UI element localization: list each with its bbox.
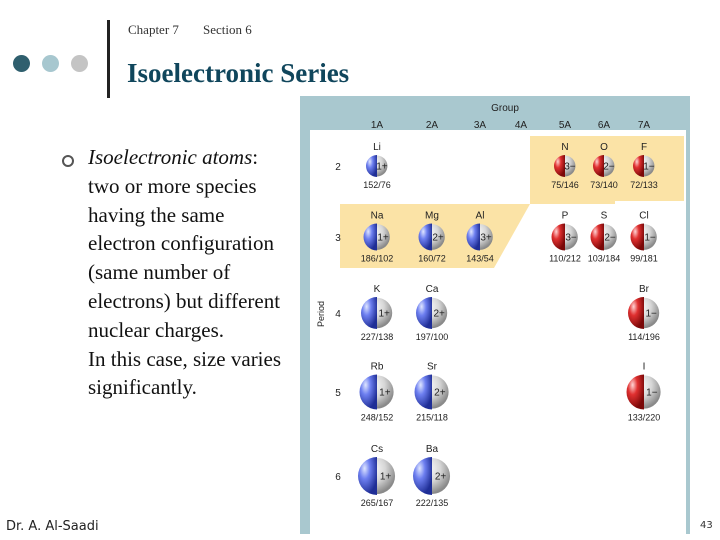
element-symbol: K — [373, 284, 381, 295]
element-symbol: S — [600, 210, 608, 222]
ion-charge: 1− — [645, 308, 657, 320]
group-label: 5A — [558, 120, 572, 131]
ion-charge: 1+ — [379, 471, 392, 483]
decor-dot-1 — [13, 55, 30, 72]
size-label: 110/212 — [549, 253, 581, 264]
ion-charge: 3+ — [480, 232, 492, 244]
ion-charge: 1+ — [378, 308, 390, 320]
period-label: 6 — [335, 472, 341, 483]
size-label: 152/76 — [363, 180, 391, 190]
ion-charge: 2− — [603, 161, 615, 173]
term: Isoelectronic atoms — [88, 145, 253, 169]
chapter-label: Chapter 7 — [128, 22, 179, 37]
element-symbol: Br — [639, 284, 649, 295]
size-label: 197/100 — [415, 332, 449, 342]
size-label: 186/102 — [360, 253, 394, 264]
ion-charge: 1+ — [377, 232, 389, 244]
element-symbol: Li — [373, 142, 381, 153]
author-name: Dr. A. Al-Saadi — [6, 519, 99, 534]
size-label: 72/133 — [630, 180, 658, 190]
ion-charge: 2− — [604, 232, 616, 244]
group-label: 2A — [425, 120, 439, 131]
period-axis-label: Period — [316, 300, 326, 328]
size-label: 160/72 — [418, 253, 446, 264]
group-label: 1A — [370, 120, 384, 131]
group-label: 4A — [514, 120, 528, 131]
definition: : two or more species having the same electron configuration (same number of electrons) but different nuclear charges. — [88, 145, 281, 342]
element-symbol: Rb — [370, 361, 384, 373]
element-symbol: Al — [475, 210, 485, 222]
definition-text — [88, 143, 293, 402]
size-label: 99/181 — [630, 253, 658, 264]
size-label: 143/54 — [466, 253, 494, 264]
element-symbol: Ba — [425, 444, 439, 455]
group-axis-label: Group — [491, 103, 519, 114]
bullet-icon — [62, 155, 74, 167]
size-label: 227/138 — [360, 332, 394, 342]
period-label: 5 — [335, 388, 341, 399]
size-label: 75/146 — [551, 180, 579, 190]
ion-charge: 1+ — [379, 387, 391, 399]
size-label: 73/140 — [590, 180, 618, 190]
element-symbol: Na — [370, 210, 384, 222]
size-label: 222/135 — [415, 498, 449, 508]
section-label: Section 6 — [203, 22, 252, 37]
element-symbol: F — [640, 142, 648, 153]
size-label: 133/220 — [627, 412, 661, 423]
group-label: 6A — [597, 120, 611, 131]
note: In this case, size varies significantly. — [88, 346, 282, 400]
ion-charge: 2+ — [433, 308, 445, 320]
size-label: 103/184 — [587, 253, 621, 264]
element-symbol: Cl — [639, 210, 649, 222]
size-label: 248/152 — [360, 412, 394, 423]
period-label: 4 — [335, 309, 341, 320]
element-symbol: P — [561, 210, 569, 222]
ion-charge: 2+ — [432, 232, 444, 244]
group-label: 7A — [637, 120, 651, 131]
element-symbol: Cs — [370, 444, 384, 455]
size-label: 265/167 — [360, 498, 394, 508]
group-label: 3A — [473, 120, 487, 131]
page-number: 43 — [700, 520, 713, 531]
period-label: 2 — [335, 162, 341, 173]
element-symbol: O — [600, 142, 608, 153]
element-symbol: I — [642, 361, 646, 373]
ion-charge: 3− — [565, 232, 577, 244]
element-symbol: Ca — [425, 284, 439, 295]
ion-charge: 1− — [646, 387, 658, 399]
element-symbol: Sr — [427, 361, 437, 373]
ion-charge: 1− — [643, 161, 655, 173]
ion-charge: 3− — [564, 161, 576, 173]
ion-charge: 2+ — [434, 387, 446, 399]
header-divider — [107, 20, 110, 98]
ion-charge: 2+ — [434, 471, 447, 483]
decor-dot-3 — [71, 55, 88, 72]
decor-dot-2 — [42, 55, 59, 72]
slide-title: Isoelectronic Series — [127, 58, 350, 88]
size-label: 215/118 — [416, 412, 448, 423]
isoelectronic-figure — [300, 96, 690, 534]
size-label: 114/196 — [628, 332, 660, 342]
ion-charge: 1− — [644, 232, 656, 244]
element-symbol: N — [561, 142, 569, 153]
element-symbol: Mg — [425, 210, 439, 222]
ion-charge: 1+ — [376, 161, 388, 173]
period-label: 3 — [335, 233, 341, 244]
